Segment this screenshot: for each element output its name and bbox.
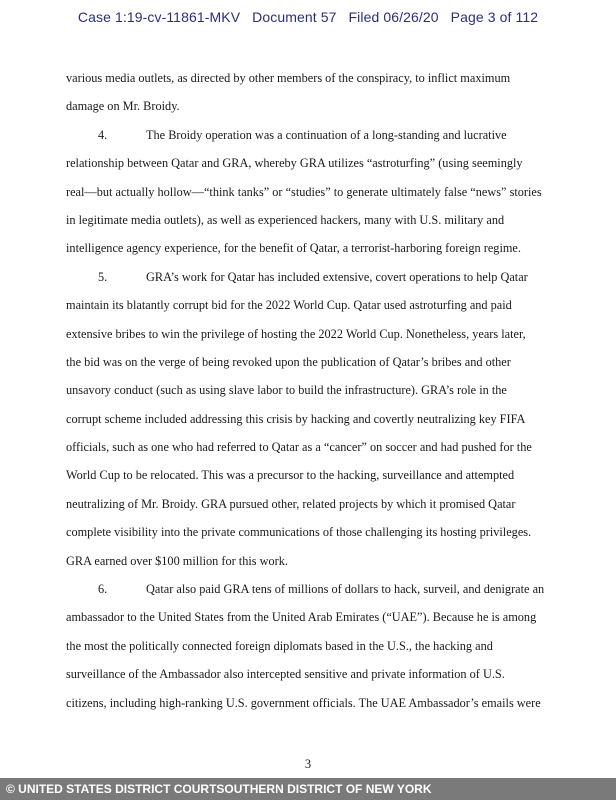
- line-text: GRA’s work for Qatar has included extensive, covert operations to help Qatar: [146, 269, 528, 284]
- text-line: [66, 603, 560, 631]
- text-line: [66, 518, 560, 546]
- text-line: [66, 291, 560, 319]
- line-text: the most the politically connected foreign diplomats based in the U.S., the hacking and: [66, 638, 493, 653]
- case-number: Case 1:19-cv-11861-MKV: [77, 9, 241, 25]
- line-text: damage on Mr. Broidy.: [66, 99, 180, 114]
- document-number: Document 57: [252, 9, 337, 25]
- photo-credit-bar: [0, 778, 616, 800]
- line-text: intelligence agency experience, for the benefit of Qatar, a terrorist-harboring foreign regime.: [66, 241, 521, 256]
- line-text: officials, such as one who had referred to Qatar as a “cancer” on soccer and had pushed for the: [66, 440, 532, 455]
- line-text: the bid was on the verge of being revoked upon the publication of Qatar’s bribes and other: [66, 354, 511, 369]
- paragraph-number: 5.: [98, 269, 108, 284]
- filed-date: Filed 06/26/20: [348, 9, 439, 25]
- text-line: [66, 234, 560, 262]
- line-text: The Broidy operation was a continuation of a long-standing and lucrative: [146, 127, 507, 142]
- photo-credit: © UNITED STATES DISTRICT COURTSOUTHERN DISTRICT OF NEW YORK: [6, 782, 432, 796]
- page-number: 3: [304, 757, 312, 771]
- text-line: [66, 178, 560, 206]
- page-indicator: Page 3 of 112: [450, 9, 539, 25]
- paragraph-5: [66, 263, 560, 575]
- text-line: [66, 206, 560, 234]
- text-line: [66, 490, 560, 518]
- line-text: relationship between Qatar and GRA, whereby GRA utilizes “astroturfing” (using seemingly: [66, 156, 523, 171]
- text-line: [66, 348, 560, 376]
- text-line: [66, 689, 560, 717]
- line-text: real—but actually hollow—“think tanks” or “studies” to generate ultimately false “news” stories: [66, 184, 542, 199]
- paragraph-number: 4.: [98, 127, 108, 142]
- text-line: [66, 92, 560, 120]
- paragraph-6: [66, 575, 560, 717]
- line-text: corrupt scheme included addressing this crisis by hacking and covertly neutralizing key FIFA: [66, 411, 526, 426]
- text-line: [66, 376, 560, 404]
- line-text: maintain its blatantly corrupt bid for the 2022 World Cup. Qatar used astroturfing and paid: [66, 298, 512, 313]
- line-text: various media outlets, as directed by other members of the conspiracy, to inflict maximum: [66, 71, 511, 85]
- line-text: extensive bribes to win the privilege of hosting the 2022 World Cup. Nonetheless, years later,: [66, 326, 526, 341]
- line-text: unsavory conduct (such as using slave labor to build the infrastructure). GRA’s role in the: [66, 383, 507, 398]
- document-body: [66, 64, 560, 717]
- line-text: complete visibility into the private communications of those challenging its hosting privileges.: [66, 525, 532, 540]
- text-line: [66, 64, 560, 92]
- line-text: ambassador to the United States from the United Arab Emirates (“UAE”). Because he is among: [66, 610, 537, 625]
- line-text: citizens, including high-ranking U.S. government officials. The UAE Ambassador’s emails were: [66, 695, 541, 710]
- line-text: World Cup to be relocated. This was a precursor to the hacking, surveillance and attempted: [66, 468, 515, 483]
- paragraph-number: 6.: [98, 582, 108, 597]
- text-line: [66, 405, 560, 433]
- text-line: [66, 547, 560, 575]
- line-text: GRA earned over $100 million for this work.: [66, 553, 288, 568]
- text-line: [66, 575, 560, 603]
- paragraph-4: [66, 121, 560, 263]
- paragraph-continued: [66, 64, 560, 121]
- line-text: neutralizing of Mr. Broidy. GRA pursued other, related projects by which it promised Qatar: [66, 496, 516, 511]
- line-text: Qatar also paid GRA tens of millions of dollars to hack, surveil, and denigrate an: [146, 582, 545, 597]
- text-line: [66, 632, 560, 660]
- text-line: [66, 320, 560, 348]
- line-text: surveillance of the Ambassador also intercepted sensitive and private information of U.S.: [66, 667, 505, 682]
- text-line: [66, 433, 560, 461]
- line-text: in legitimate media outlets), as well as experienced hackers, many with U.S. military and: [66, 212, 505, 227]
- text-line: [66, 461, 560, 489]
- text-line: [66, 263, 560, 291]
- case-header: [0, 9, 616, 25]
- text-line: [66, 149, 560, 177]
- text-line: [66, 660, 560, 688]
- text-line: [66, 121, 560, 149]
